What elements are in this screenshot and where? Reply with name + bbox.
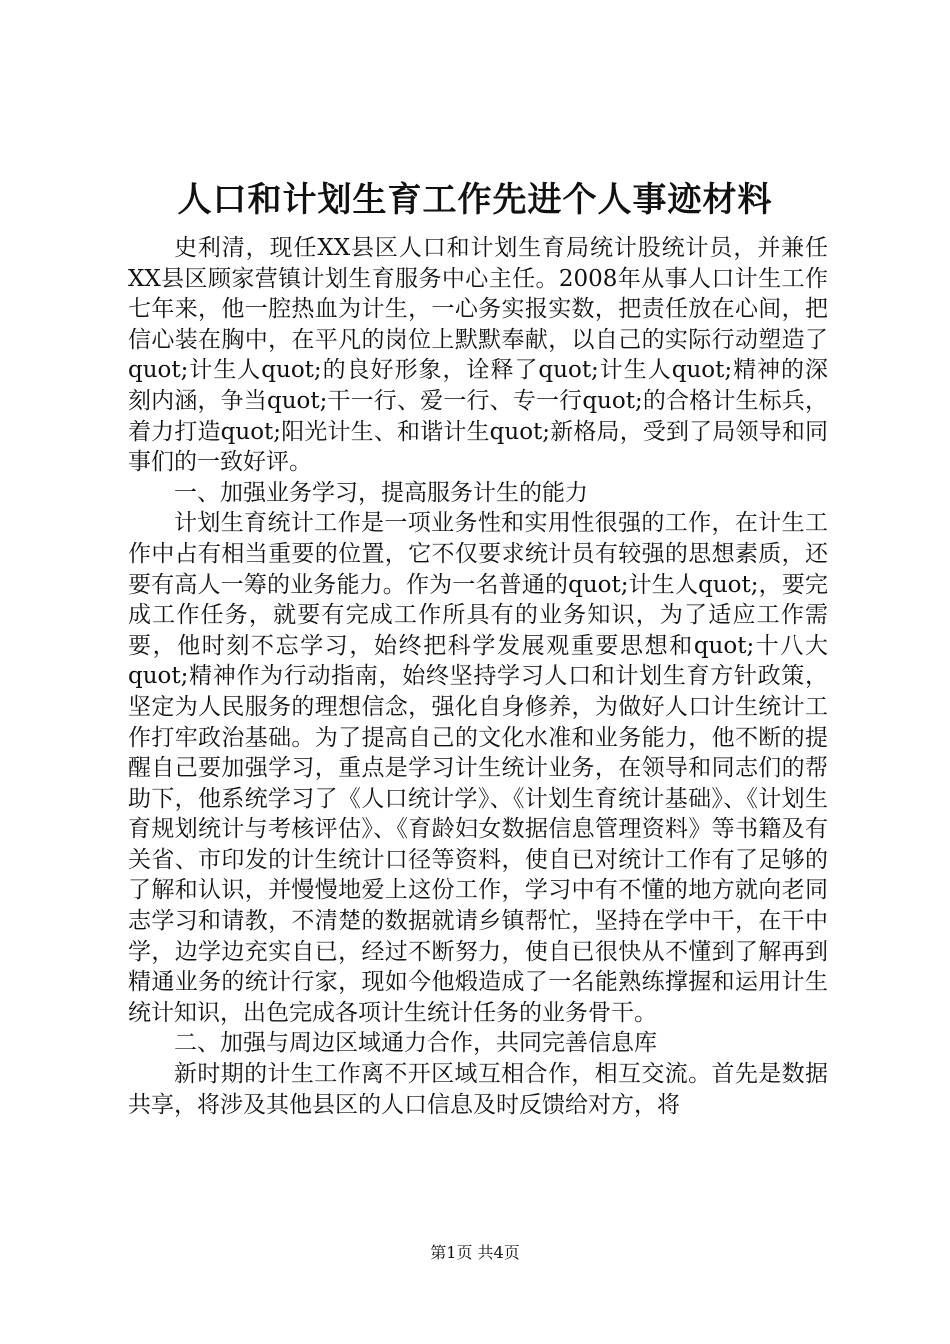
- section-heading-2: 二、加强与周边区域通力合作，共同完善信息库: [174, 1030, 657, 1057]
- document-body: [128, 233, 828, 1120]
- page-number-footer: 第1页 共4页: [430, 1243, 520, 1262]
- section-heading-1: 一、加强业务学习，提高服务计生的能力: [174, 479, 588, 506]
- document-title: 人口和计划生育工作先进个人事迹材料: [177, 180, 773, 220]
- paragraph-intro: 史利清，现任XX县区人口和计划生育局统计股统计员，并兼任XX县区顾家营镇计划生育服务中心主任。2008年从事人口计生工作七年来，他一腔热血为计生，一心务实报实数，把责任放在心间，把信心装在胸中，在平凡的岗位上默默奉献，以自己的实际行动塑造了quot;计生人quot;的良好形象，诠释了quot;计生人quot;精神的深刻内涵，争当quot;干一行、爱一行、专一行quot;的合格计生标兵，着力打造quot;阳光计生、和谐计生quot;新格局，受到了局领导和同事们的一致好评。: [128, 235, 828, 476]
- paragraph-section-2: 新时期的计生工作离不开区域互相合作，相互交流。首先是数据共享，将涉及其他县区的人口信息及时反馈给对方，将: [128, 1061, 828, 1118]
- paragraph-section-1: 计划生育统计工作是一项业务性和实用性很强的工作，在计生工作中占有相当重要的位置，它不仅要求统计员有较强的思想素质，还要有高人一筹的业务能力。作为一名普通的quot;计生人quot;，要完成工作任务，就要有完成工作所具有的业务知识，为了适应工作需要，他时刻不忘学习，始终把科学发展观重要思想和quot;十八大quot;精神作为行动指南，始终坚持学习人口和计划生育方针政策，坚定为人民服务的理想信念，强化自身修养，为做好人口计生统计工作打牢政治基础。为了提高自己的文化水准和业务能力，他不断的提醒自己要加强学习，重点是学习计生统计业务，在领导和同志们的帮助下，他系统学习了《人口统计学》、《计划生育统计基础》、《计划生育规划统计与考核评估》、《育龄妇女数据信息管理资料》等书籍及有关省、市印发的计生统计口径等资料，使自已对统计工作有了足够的了解和认识，并慢慢地爱上这份工作，学习中有不懂的地方就向老同志学习和请教，不清楚的数据就请乡镇帮忙，坚持在学中干，在干中学，边学边充实自已，经过不断努力，使自已很快从不懂到了解再到精通业务的统计行家，现如今他煅造成了一名能熟练撑握和运用计生统计知识，出色完成各项计生统计任务的业务骨干。: [128, 510, 828, 1026]
